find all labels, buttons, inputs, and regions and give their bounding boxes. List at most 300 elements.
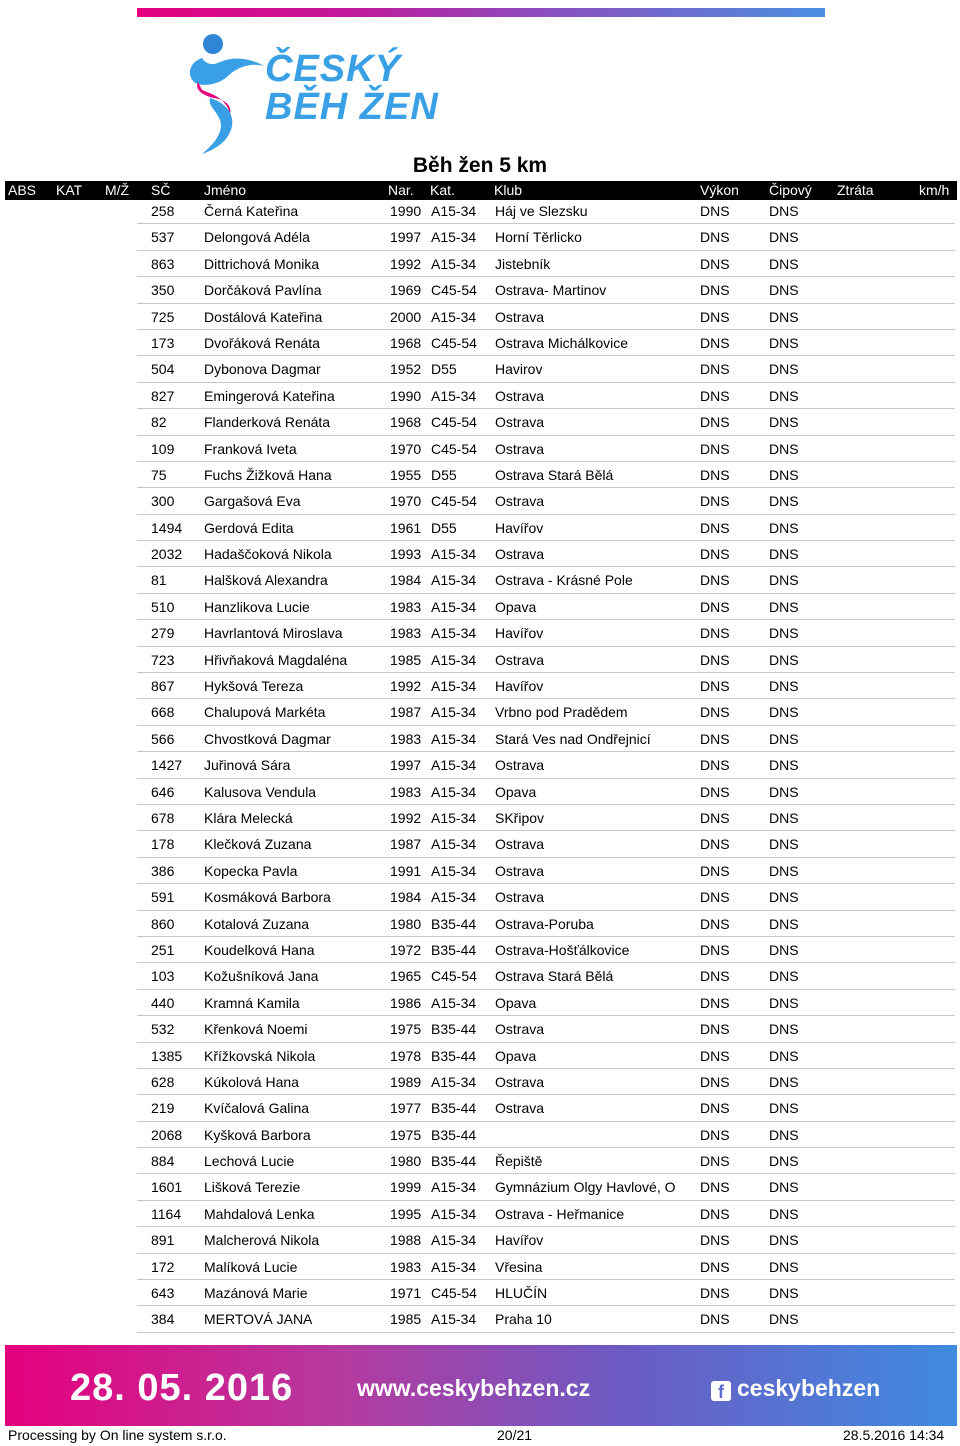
cell-nar: 1990 [390, 203, 422, 219]
cell-klub: Praha 10 [495, 1311, 552, 1328]
cell-jmeno: Dittrichová Monika [204, 255, 320, 272]
cell-vykon: DNS [700, 361, 730, 378]
cell-kat: A15-34 [431, 1205, 477, 1222]
cell-cipovy: DNS [769, 915, 799, 932]
cell-sc: 350 [151, 282, 175, 299]
footer-page-number: 20/21 [497, 1427, 533, 1443]
cell-kat: A15-34 [431, 1232, 477, 1249]
cell-klub: Opava [495, 1047, 537, 1064]
cell-sc: 668 [151, 704, 175, 721]
table-row [137, 515, 955, 541]
table-row [137, 567, 955, 593]
cell-nar: 1980 [390, 1153, 422, 1170]
cell-cipovy: DNS [769, 783, 799, 800]
cell-kat: D55 [431, 519, 457, 536]
cell-cipovy: DNS [769, 361, 799, 378]
cell-jmeno: Kramná Kamila [204, 994, 300, 1011]
cell-vykon: DNS [700, 546, 730, 563]
cell-cipovy: DNS [769, 836, 799, 853]
cell-cipovy: DNS [769, 651, 799, 668]
table-row [137, 726, 955, 752]
cell-klub: Opava [495, 783, 537, 800]
cell-nar: 1992 [390, 678, 422, 695]
cell-sc: 251 [151, 941, 175, 958]
cell-cipovy: DNS [769, 1258, 799, 1275]
cell-klub: Vrbno pod Pradědem [495, 704, 628, 721]
cell-klub: Ostrava - Heřmanice [495, 1205, 625, 1222]
cell-cipovy: DNS [769, 1285, 799, 1302]
cell-klub: SKřipov [495, 809, 545, 826]
table-row [137, 462, 955, 488]
table-row [137, 1122, 955, 1148]
cell-jmeno: Dorčáková Pavlína [204, 282, 322, 299]
col-abs: ABS [8, 182, 37, 198]
cell-cipovy: DNS [769, 941, 799, 958]
cell-klub: Jistebník [495, 255, 551, 272]
runner-logo-icon [180, 28, 270, 156]
cell-nar: 1995 [390, 1205, 422, 1222]
cell-cipovy: DNS [769, 255, 799, 272]
table-row [137, 990, 955, 1016]
cell-klub: Havířov [495, 678, 544, 695]
cell-sc: 537 [151, 229, 175, 246]
table-row [137, 911, 955, 937]
cell-vykon: DNS [700, 915, 730, 932]
cell-cipovy: DNS [769, 1100, 799, 1117]
table-row [137, 1227, 955, 1253]
cell-sc: 678 [151, 809, 175, 826]
table-row [137, 963, 955, 989]
col-cipovy: Čipový [769, 182, 812, 198]
cell-klub: Ostrava [495, 493, 545, 510]
cell-sc: 384 [151, 1311, 175, 1328]
cell-jmeno: Klára Melecká [204, 809, 293, 826]
cell-sc: 1494 [151, 519, 183, 536]
table-row [137, 304, 955, 330]
cell-klub: Ostrava Stará Bělá [495, 968, 614, 985]
cell-kat: A15-34 [431, 229, 477, 246]
cell-klub: Havířov [495, 519, 544, 536]
cell-kat: A15-34 [431, 704, 477, 721]
cell-sc: 1385 [151, 1047, 183, 1064]
cell-nar: 1997 [390, 757, 422, 774]
cell-jmeno: Gerdová Edita [204, 519, 294, 536]
cell-vykon: DNS [700, 678, 730, 695]
cell-nar: 1952 [390, 361, 422, 378]
cell-sc: 643 [151, 1285, 175, 1302]
cell-cipovy: DNS [769, 757, 799, 774]
cell-cipovy: DNS [769, 1179, 799, 1196]
cell-sc: 723 [151, 651, 175, 668]
cell-kat: A15-34 [431, 598, 477, 615]
cell-klub: Háj ve Slezsku [495, 203, 588, 219]
cell-vykon: DNS [700, 1153, 730, 1170]
cell-jmeno: Lechová Lucie [204, 1153, 295, 1170]
cell-cipovy: DNS [769, 1205, 799, 1222]
cell-sc: 504 [151, 361, 175, 378]
cell-sc: 173 [151, 334, 175, 351]
cell-kat: C45-54 [431, 440, 477, 457]
cell-jmeno: Lišková Terezie [204, 1179, 301, 1196]
cell-kat: A15-34 [431, 1179, 477, 1196]
cell-jmeno: Koudelková Hana [204, 941, 315, 958]
cell-jmeno: Juřinová Sára [204, 757, 291, 774]
cell-sc: 1427 [151, 757, 183, 774]
cell-klub: Ostrava [495, 1021, 545, 1038]
cell-jmeno: Halšková Alexandra [204, 572, 328, 589]
cell-vykon: DNS [700, 730, 730, 747]
cell-jmeno: Flanderková Renáta [204, 414, 331, 431]
cell-kat: D55 [431, 466, 457, 483]
cell-sc: 386 [151, 862, 175, 879]
cell-jmeno: Kožušníková Jana [204, 968, 319, 985]
cell-sc: 725 [151, 308, 175, 325]
col-jmeno: Jméno [204, 182, 247, 198]
cell-vykon: DNS [700, 282, 730, 299]
website-link[interactable]: www.ceskybehzen.cz [357, 1375, 591, 1401]
cell-sc: 75 [151, 466, 167, 483]
cell-klub: Ostrava [495, 546, 545, 563]
cell-cipovy: DNS [769, 229, 799, 246]
cell-cipovy: DNS [769, 519, 799, 536]
cell-cipovy: DNS [769, 625, 799, 642]
cell-kat: B35-44 [431, 1047, 477, 1064]
cell-nar: 1987 [390, 704, 422, 721]
cell-vykon: DNS [700, 1047, 730, 1064]
cell-kat: B35-44 [431, 941, 477, 958]
cell-nar: 1983 [390, 598, 422, 615]
table-row [137, 488, 955, 514]
table-row [137, 1069, 955, 1095]
cell-klub: HLUČÍN [495, 1285, 548, 1302]
cell-sc: 2032 [151, 546, 183, 563]
cell-kat: A15-34 [431, 783, 477, 800]
page-title: Běh žen 5 km [412, 154, 548, 177]
table-row [137, 541, 955, 567]
table-row [137, 1148, 955, 1174]
col-kat2: Kat. [430, 182, 455, 198]
cell-klub: Ostrava [495, 308, 545, 325]
cell-nar: 1997 [390, 229, 422, 246]
cell-vykon: DNS [700, 387, 730, 404]
cell-klub: Ostrava [495, 889, 545, 906]
cell-sc: 863 [151, 255, 175, 272]
cell-nar: 2000 [390, 308, 422, 325]
col-kmh: km/h [919, 182, 950, 198]
cell-sc: 440 [151, 994, 175, 1011]
cell-kat: A15-34 [431, 678, 477, 695]
cell-cipovy: DNS [769, 493, 799, 510]
cell-cipovy: DNS [769, 282, 799, 299]
cell-vykon: DNS [700, 968, 730, 985]
cell-nar: 1975 [390, 1021, 422, 1038]
facebook-link[interactable] [711, 1375, 880, 1402]
cell-nar: 1980 [390, 915, 422, 932]
table-row [137, 620, 955, 646]
table-row [137, 594, 955, 620]
cell-kat: B35-44 [431, 1153, 477, 1170]
cell-vykon: DNS [700, 1073, 730, 1090]
cell-nar: 1983 [390, 625, 422, 642]
logo-text-line2: BĚH ŽEN [265, 86, 439, 128]
cell-jmeno: Dvořáková Renáta [204, 334, 320, 351]
cell-kat: A15-34 [431, 651, 477, 668]
footer-timestamp: 28.5.2016 14:34 [843, 1427, 945, 1443]
cell-jmeno: Malcherová Nikola [204, 1232, 320, 1249]
cell-jmeno: Emingerová Kateřina [204, 387, 335, 404]
cell-nar: 1992 [390, 809, 422, 826]
cell-nar: 1983 [390, 1258, 422, 1275]
cell-klub: Ostrava [495, 1073, 545, 1090]
cell-nar: 1990 [390, 387, 422, 404]
cell-sc: 860 [151, 915, 175, 932]
table-row [137, 647, 955, 673]
cell-nar: 1989 [390, 1073, 422, 1090]
cell-kat: D55 [431, 361, 457, 378]
cell-nar: 1975 [390, 1126, 422, 1143]
cell-sc: 884 [151, 1153, 175, 1170]
cell-kat: A15-34 [431, 1073, 477, 1090]
cell-vykon: DNS [700, 229, 730, 246]
table-row [137, 858, 955, 884]
cell-cipovy: DNS [769, 572, 799, 589]
cell-kat: B35-44 [431, 1100, 477, 1117]
cesky-beh-zen-logo [180, 28, 440, 158]
cell-kat: B35-44 [431, 1021, 477, 1038]
cell-cipovy: DNS [769, 1073, 799, 1090]
cell-jmeno: Hadaščoková Nikola [204, 546, 332, 563]
cell-vykon: DNS [700, 493, 730, 510]
cell-nar: 1988 [390, 1232, 422, 1249]
cell-jmeno: Gargašová Eva [204, 493, 301, 510]
cell-kat: A15-34 [431, 809, 477, 826]
cell-nar: 1971 [390, 1285, 422, 1302]
cell-vykon: DNS [700, 440, 730, 457]
cell-sc: 591 [151, 889, 175, 906]
facebook-handle: ceskybehzen [737, 1375, 881, 1401]
cell-nar: 1986 [390, 994, 422, 1011]
table-row [137, 1174, 955, 1200]
cell-klub: Havirov [495, 361, 543, 378]
table-row [137, 277, 955, 303]
cell-cipovy: DNS [769, 994, 799, 1011]
cell-jmeno: Franková Iveta [204, 440, 297, 457]
cell-vykon: DNS [700, 1232, 730, 1249]
table-row [137, 884, 955, 910]
table-row [137, 779, 955, 805]
cell-nar: 1970 [390, 493, 422, 510]
cell-nar: 1961 [390, 519, 422, 536]
cell-sc: 103 [151, 968, 175, 985]
cell-kat: C45-54 [431, 334, 477, 351]
cell-vykon: DNS [700, 889, 730, 906]
cell-sc: 258 [151, 203, 175, 219]
col-klub: Klub [494, 182, 523, 198]
cell-vykon: DNS [700, 466, 730, 483]
table-row [137, 198, 955, 224]
cell-kat: A15-34 [431, 308, 477, 325]
cell-kat: A15-34 [431, 546, 477, 563]
cell-cipovy: DNS [769, 546, 799, 563]
cell-jmeno: Delongová Adéla [204, 229, 310, 246]
cell-klub: Ostrava [495, 387, 545, 404]
cell-kat: A15-34 [431, 889, 477, 906]
cell-kat: A15-34 [431, 625, 477, 642]
cell-nar: 1993 [390, 546, 422, 563]
cell-vykon: DNS [700, 1205, 730, 1222]
cell-cipovy: DNS [769, 598, 799, 615]
cell-sc: 510 [151, 598, 175, 615]
cell-kat: A15-34 [431, 203, 477, 219]
cell-nar: 1965 [390, 968, 422, 985]
cell-jmeno: Mahdalová Lenka [204, 1205, 315, 1222]
cell-cipovy: DNS [769, 968, 799, 985]
col-kat: KAT [56, 182, 83, 198]
cell-vykon: DNS [700, 809, 730, 826]
cell-kat: A15-34 [431, 862, 477, 879]
cell-kat: C45-54 [431, 968, 477, 985]
cell-nar: 1968 [390, 414, 422, 431]
table-row [137, 224, 955, 250]
cell-kat: C45-54 [431, 1285, 477, 1302]
cell-jmeno: MERTOVÁ JANA [204, 1311, 313, 1328]
cell-sc: 1164 [151, 1205, 182, 1222]
table-row [137, 805, 955, 831]
cell-cipovy: DNS [769, 678, 799, 695]
cell-jmeno: Fuchs Žižková Hana [204, 466, 332, 483]
cell-kat: A15-34 [431, 836, 477, 853]
footer-processing: Processing by On line system s.r.o. [8, 1427, 227, 1443]
col-mz: M/Ž [105, 182, 130, 198]
cell-jmeno: Kotalová Zuzana [204, 915, 310, 932]
cell-sc: 300 [151, 493, 175, 510]
cell-sc: 172 [151, 1258, 175, 1275]
cell-sc: 81 [151, 572, 167, 589]
cell-klub: Opava [495, 598, 537, 615]
cell-jmeno: Malíková Lucie [204, 1258, 298, 1275]
cell-vykon: DNS [700, 625, 730, 642]
cell-nar: 1968 [390, 334, 422, 351]
cell-cipovy: DNS [769, 1021, 799, 1038]
cell-kat: A15-34 [431, 730, 477, 747]
cell-sc: 566 [151, 730, 175, 747]
cell-nar: 1978 [390, 1047, 422, 1064]
cell-kat: A15-34 [431, 572, 477, 589]
cell-klub: Ostrava [495, 836, 545, 853]
cell-jmeno: Kopecka Pavla [204, 862, 298, 879]
table-row [137, 673, 955, 699]
cell-sc: 646 [151, 783, 175, 800]
cell-nar: 1984 [390, 889, 422, 906]
col-sc: SČ [151, 182, 171, 198]
cell-sc: 532 [151, 1021, 175, 1038]
cell-klub: Ostrava - Krásné Pole [495, 572, 633, 589]
cell-cipovy: DNS [769, 1126, 799, 1143]
cell-kat: B35-44 [431, 915, 477, 932]
cell-nar: 1985 [390, 1311, 422, 1328]
cell-klub: Ostrava [495, 440, 545, 457]
table-row [137, 436, 955, 462]
col-nar: Nar. [388, 182, 414, 198]
cell-sc: 82 [151, 414, 167, 431]
cell-vykon: DNS [700, 598, 730, 615]
cell-klub: Ostrava [495, 651, 545, 668]
cell-vykon: DNS [700, 203, 730, 219]
cell-jmeno: Dostálová Kateřina [204, 308, 323, 325]
table-row [137, 1016, 955, 1042]
cell-kat: C45-54 [431, 414, 477, 431]
cell-jmeno: Křenková Noemi [204, 1021, 308, 1038]
cell-cipovy: DNS [769, 414, 799, 431]
cell-jmeno: Kosmáková Barbora [204, 889, 331, 906]
cell-vykon: DNS [700, 414, 730, 431]
cell-jmeno: Mazánová Marie [204, 1285, 308, 1302]
cell-jmeno: Kalusova Vendula [204, 783, 317, 800]
cell-cipovy: DNS [769, 440, 799, 457]
table-row [137, 699, 955, 725]
cell-vykon: DNS [700, 994, 730, 1011]
cell-vykon: DNS [700, 1311, 730, 1328]
cell-cipovy: DNS [769, 809, 799, 826]
cell-sc: 178 [151, 836, 175, 853]
facebook-icon: f [711, 1381, 731, 1401]
table-row [137, 356, 955, 382]
cell-kat: C45-54 [431, 282, 477, 299]
cell-klub: Ostrava [495, 757, 545, 774]
cell-kat: A15-34 [431, 387, 477, 404]
cell-jmeno: Chalupová Markéta [204, 704, 326, 721]
cell-klub: Havířov [495, 625, 544, 642]
col-vykon: Výkon [700, 182, 739, 198]
cell-jmeno: Hřivňaková Magdaléna [204, 651, 348, 668]
top-gradient-bar [137, 8, 825, 17]
cell-cipovy: DNS [769, 203, 799, 219]
cell-kat: C45-54 [431, 493, 477, 510]
cell-kat: B35-44 [431, 1126, 477, 1143]
cell-kat: A15-34 [431, 1311, 477, 1328]
cell-kat: A15-34 [431, 1258, 477, 1275]
cell-jmeno: Černá Kateřina [204, 203, 299, 219]
results-table-body [0, 198, 960, 1333]
cell-sc: 2068 [151, 1126, 183, 1143]
cell-klub: Opava [495, 994, 537, 1011]
cell-cipovy: DNS [769, 1232, 799, 1249]
cell-nar: 1983 [390, 730, 422, 747]
cell-jmeno: Hykšová Tereza [204, 678, 304, 695]
cell-cipovy: DNS [769, 308, 799, 325]
cell-vykon: DNS [700, 1258, 730, 1275]
cell-klub: Ostrava [495, 1100, 545, 1117]
cell-vykon: DNS [700, 836, 730, 853]
cell-klub: Ostrava Michálkovice [495, 334, 629, 351]
cell-cipovy: DNS [769, 1153, 799, 1170]
cell-vykon: DNS [700, 757, 730, 774]
cell-kat: A15-34 [431, 757, 477, 774]
cell-kat: A15-34 [431, 255, 477, 272]
cell-klub: Ostrava Stará Bělá [495, 466, 614, 483]
table-row [137, 1043, 955, 1069]
cell-nar: 1977 [390, 1100, 422, 1117]
cell-vykon: DNS [700, 651, 730, 668]
cell-nar: 1984 [390, 572, 422, 589]
cell-cipovy: DNS [769, 1047, 799, 1064]
table-row [137, 831, 955, 857]
table-row [137, 383, 955, 409]
cell-klub: Havířov [495, 1232, 544, 1249]
cell-cipovy: DNS [769, 1311, 799, 1328]
cell-nar: 1955 [390, 466, 422, 483]
cell-vykon: DNS [700, 255, 730, 272]
